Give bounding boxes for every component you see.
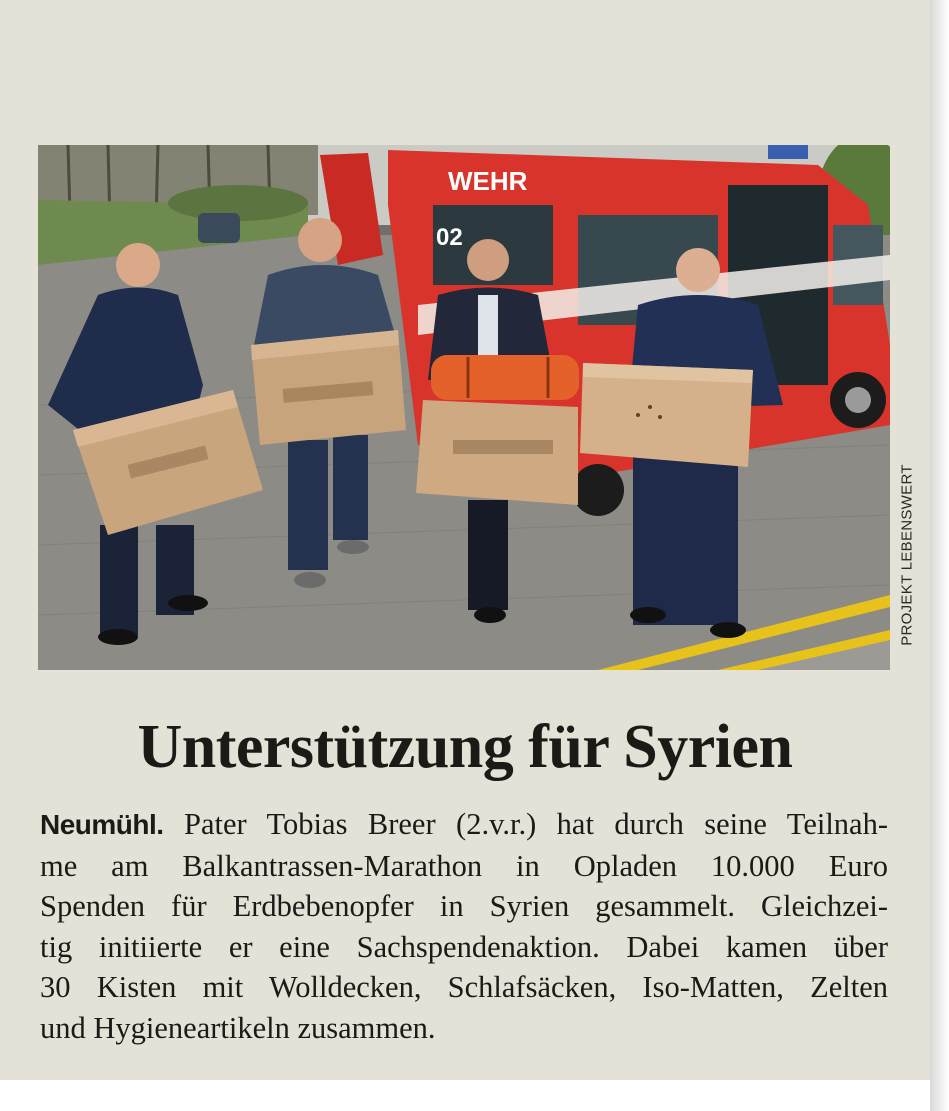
van-side-lettering: WEHR — [448, 166, 528, 196]
body-line-6: und Hygieneartikeln zusammen. — [40, 1010, 436, 1045]
page-edge — [930, 0, 949, 1111]
photo-illustration — [38, 145, 890, 670]
article-body — [40, 804, 888, 1048]
van-number-lettering: 02 — [436, 224, 463, 251]
cardboard-box-2 — [251, 330, 406, 445]
body-line-3: Spenden für Erdbebenopfer in Syrien gesammelt. Gleichzei- — [40, 889, 888, 923]
cardboard-box-3 — [416, 400, 578, 505]
article-photo — [38, 145, 890, 670]
cardboard-box-4 — [580, 363, 753, 467]
dateline: Neumühl. — [40, 809, 164, 840]
body-line-1-text: Pater Tobias Breer (2.v.r.) hat durch seine Teilnah- — [163, 807, 888, 841]
orange-sleeping-mats — [431, 355, 579, 400]
body-line-1 — [40, 804, 888, 846]
body-line-2: me am Balkantrassen-Marathon in Opladen 10.000 Euro — [40, 848, 888, 883]
body-line-5: 30 Kisten mit Wolldecken, Schlafsäcken, Iso-Matten, Zelten — [40, 970, 888, 1004]
photo-credit — [892, 440, 922, 670]
photo-credit-text: PROJEKT LEBENSWERT — [898, 464, 916, 646]
article-headline: Unterstützung für Syrien — [137, 713, 793, 781]
body-line-4: tig initiierte er eine Sachspendenaktion. Dabei kamen über — [40, 929, 888, 964]
